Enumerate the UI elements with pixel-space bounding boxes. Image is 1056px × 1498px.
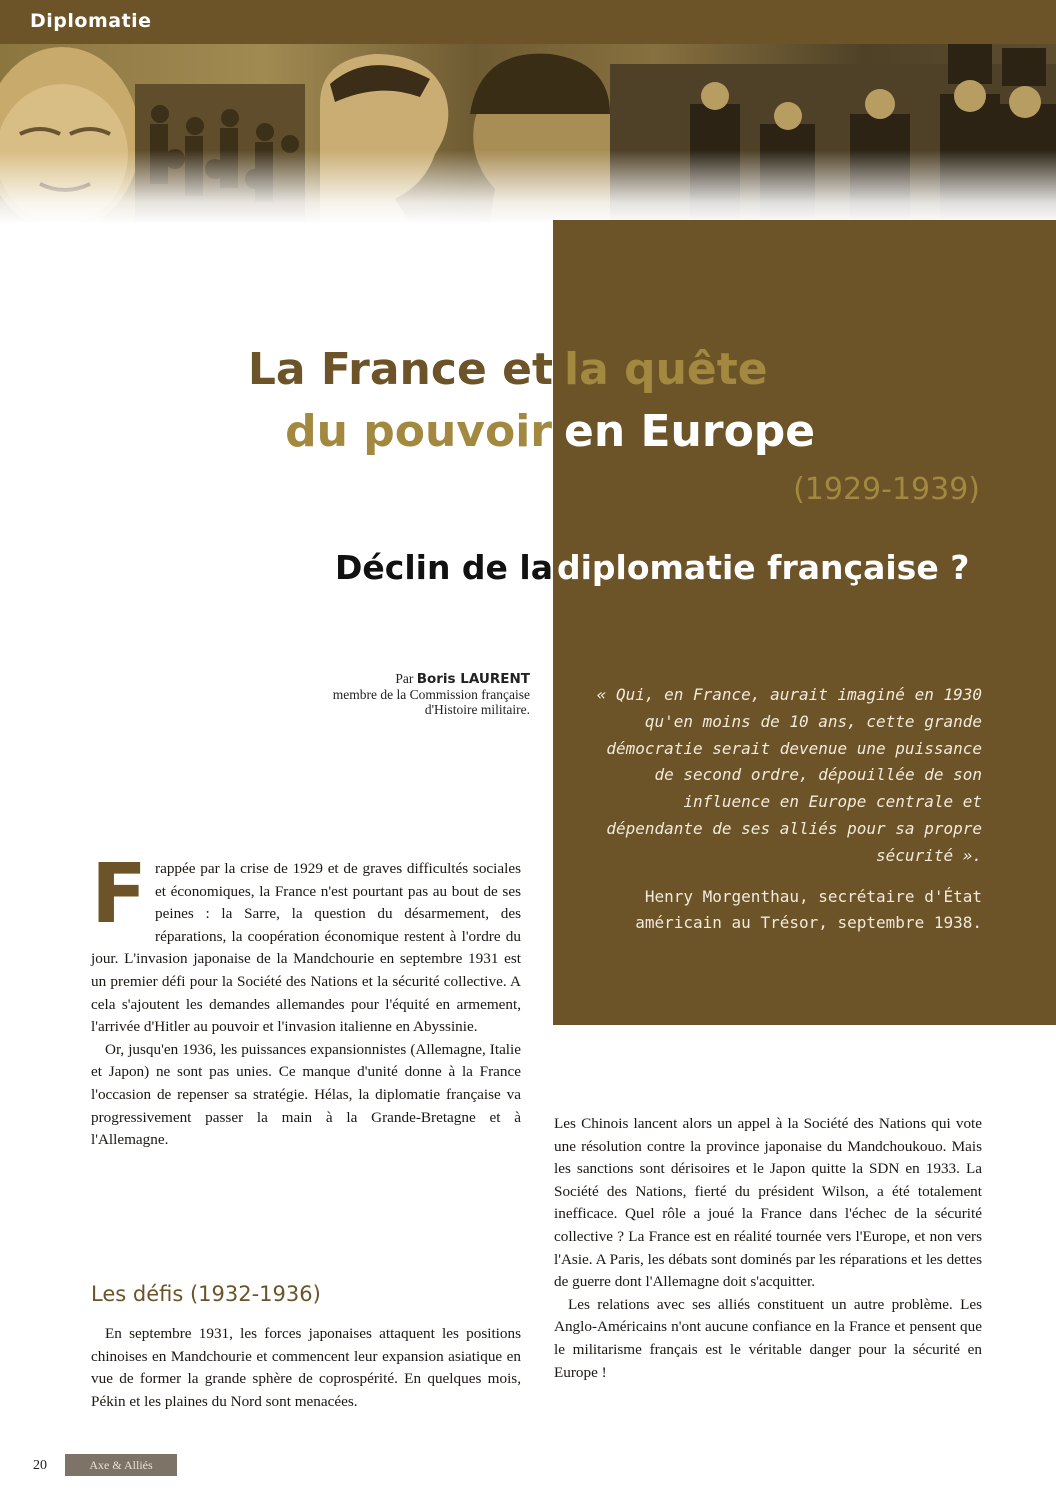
- title-years: (1929-1939): [793, 472, 980, 507]
- author-byline: [333, 671, 530, 717]
- journal-badge: Axe & Alliés: [65, 1454, 177, 1476]
- quote-text: « Qui, en France, aurait imaginé en 1930 qu'en moins de 10 ans, cette grande démocratie serait devenue une puissance de second ordre, dépouillée de son influence en Europe centrale et dépendante de ses alliés pour sa propre sécurité ».: [596, 685, 982, 865]
- paragraph-2: Or, jusqu'en 1936, les puissances expansionnistes (Allemagne, Italie et Japon) ne sont pas unies. Ce manque d'unité donne à la France l'occasion de repenser sa stratégie. Hélas, la diplomatie française va progressivement passer la main à la Grande-Bretagne et à l'Allemagne.: [91, 1040, 521, 1149]
- subtitle-right: diplomatie française ?: [557, 548, 970, 587]
- page-number: 20: [33, 1458, 47, 1473]
- section-label: Diplomatie: [30, 10, 152, 32]
- paragraph-1: rappée par la crise de 1929 et de graves difficultés sociales et économiques, la France n'est pourtant pas au bout de ses peines : la Sarre, la question du désarmement, des réparations, la coopération économique restent à l'ordre du jour. L'invasion japonaise de la Mandchourie en septembre 1931 est un premier défi pour la Société des Nations et la sécurité collective. A cela s'ajoutent les demandes allemandes pour l'équité en armement, l'arrivée d'Hitler au pouvoir et l'invasion italienne en Abyssinie.: [91, 860, 521, 1036]
- header-band: [0, 0, 1056, 48]
- subtitle-left: Déclin de la: [334, 548, 553, 587]
- section-heading: Les défis (1932-1936): [91, 1282, 321, 1306]
- title-line2-left: du pouvoir: [285, 406, 552, 457]
- paragraph-3: En septembre 1931, les forces japonaises attaquent les positions chinoises en Mandchourie et commencent leur expansion asiatique en vue de former la grande sphère de coprospérité. En quelques mois, Pékin et les plaines du Nord sont menacées.: [91, 1325, 521, 1410]
- author-role-1: membre de la Commission française: [332, 687, 530, 702]
- article-column-left-bottom: [91, 1323, 521, 1413]
- collage-fade: [0, 150, 1056, 225]
- article-column-right: [554, 1113, 982, 1384]
- title-line2-right: en Europe: [564, 406, 816, 457]
- paragraph-4: Les Chinois lancent alors un appel à la Société des Nations qui vote une résolution contre la province japonaise du Mandchoukouo. Mais les sanctions sont dérisoires et le Japon quitte la SDN en 1933. La Société des Nations, fierté du président Wilson, a été totalement inefficace. Quel rôle a joué la France dans l'échec de la sécurité collective ? La France est en réalité tournée vers l'Europe, et non vers l'Asie. A Paris, les débats sont dominés par les réparations et les dettes de guerre dont l'Allemagne doit s'acquitter.: [554, 1115, 982, 1291]
- author-prefix: Par: [395, 671, 414, 686]
- title-line1-right: la quête: [564, 344, 768, 395]
- drop-cap: F: [91, 847, 148, 942]
- paragraph-5: Les relations avec ses alliés constituent un autre problème. Les Anglo-Américains n'ont aucune confiance en la France et pensent que le militarisme français est le véritable danger pour la sécurité en Europe !: [554, 1295, 982, 1381]
- pull-quote: [580, 682, 982, 937]
- author-name: Boris LAURENT: [416, 671, 530, 687]
- quote-attribution: Henry Morgenthau, secrétaire d'État américain au Trésor, septembre 1938.: [635, 886, 982, 933]
- article-column-left-top: [91, 847, 521, 1152]
- title-line1-left: La France et: [247, 344, 553, 395]
- author-role-2: d'Histoire militaire.: [424, 702, 530, 717]
